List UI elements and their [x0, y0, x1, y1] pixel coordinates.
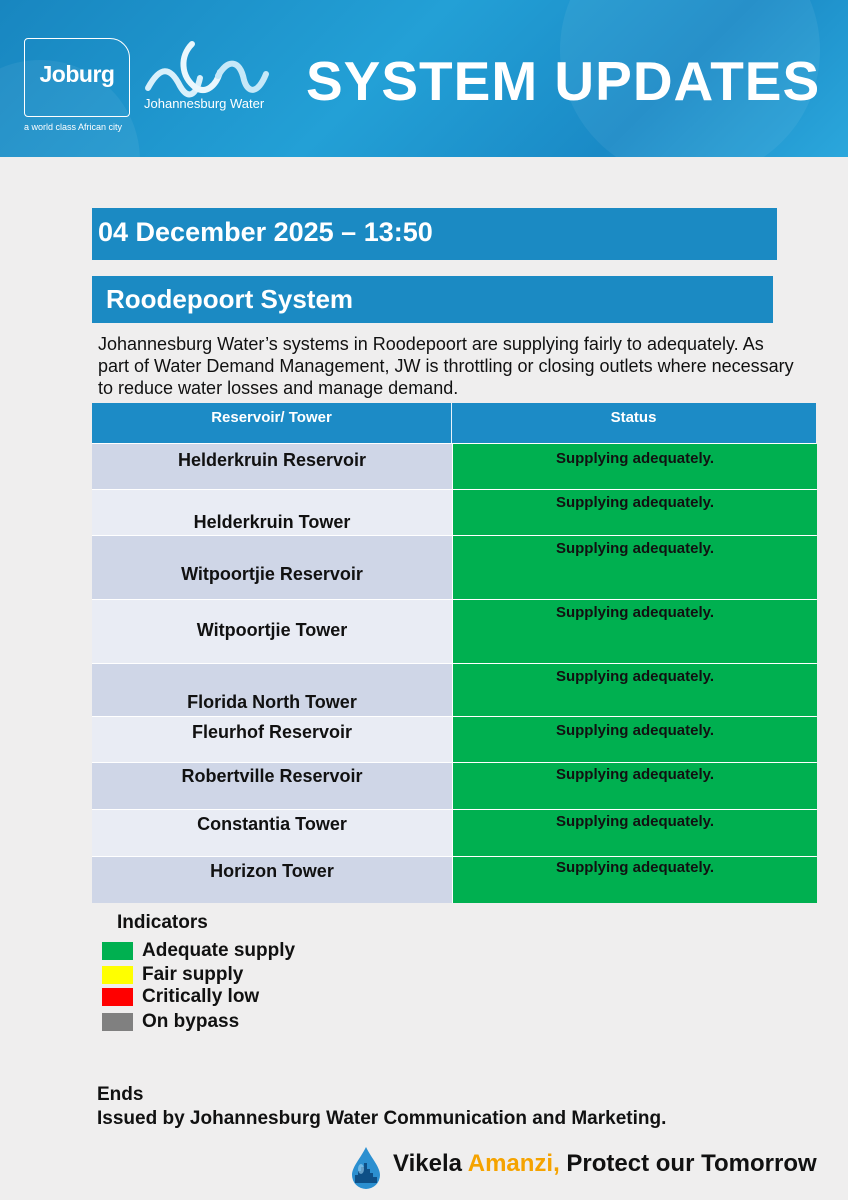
status-cell — [452, 857, 817, 903]
reservoir-name: Robertville Reservoir — [181, 766, 363, 786]
reservoir-name-cell — [92, 490, 452, 535]
adequate-swatch — [102, 942, 133, 960]
fair-swatch — [102, 966, 133, 984]
system-banner — [92, 276, 773, 323]
date-time-text: 04 December 2025 – 13:50 — [98, 217, 433, 247]
status-text: Supplying adequately. — [555, 450, 715, 467]
status-cell — [452, 717, 817, 762]
legend-label: On bypass — [142, 1011, 240, 1032]
reservoir-name: Constantia Tower — [197, 814, 347, 834]
column-header-reservoir: Reservoir/ Tower — [211, 409, 332, 426]
page-title: SYSTEM UPDATES — [306, 50, 821, 112]
reservoir-name-cell — [92, 600, 452, 663]
status-cell — [452, 810, 817, 856]
table-body — [92, 443, 816, 903]
status-cell — [452, 490, 817, 535]
status-cell — [452, 763, 817, 809]
reservoir-name: Florida North Tower — [187, 692, 357, 712]
status-text: Supplying adequately. — [555, 859, 715, 876]
reservoir-name-cell — [92, 444, 452, 489]
status-text: Supplying adequately. — [555, 813, 715, 830]
reservoir-name: Fleurhof Reservoir — [191, 722, 353, 742]
date-banner — [92, 208, 777, 260]
table-row — [92, 762, 816, 809]
legend-label: Fair supply — [142, 964, 244, 985]
legend-label: Critically low — [142, 986, 260, 1007]
status-cell — [452, 664, 817, 716]
joburg-tagline: a world class African city — [24, 122, 123, 132]
bypass-swatch — [102, 1013, 133, 1031]
table-row — [92, 599, 816, 663]
tagline-amanzi: Amanzi, — [467, 1150, 560, 1177]
tagline-text — [393, 1150, 817, 1178]
tagline — [349, 1145, 845, 1193]
joburg-logo — [24, 38, 130, 117]
status-cell — [452, 536, 817, 599]
critical-swatch — [102, 988, 133, 1006]
reservoir-name-cell — [92, 536, 452, 599]
status-text: Supplying adequately. — [555, 766, 715, 783]
ends-label: Ends — [97, 1084, 144, 1105]
reservoir-name: Helderkruin Tower — [193, 512, 351, 532]
status-table — [92, 403, 816, 903]
table-row — [92, 663, 816, 716]
joburg-logo-text: Joburg — [39, 61, 115, 87]
header-banner — [0, 0, 848, 157]
table-row — [92, 535, 816, 599]
indicators-title: Indicators — [117, 912, 208, 933]
reservoir-name-cell — [92, 810, 452, 856]
table-row — [92, 443, 816, 489]
reservoir-name-cell — [92, 717, 452, 762]
table-row — [92, 856, 816, 903]
reservoir-name-cell — [92, 857, 452, 903]
status-text: Supplying adequately. — [555, 604, 715, 621]
system-name: Roodepoort System — [106, 284, 354, 314]
issued-by-text: Issued by Johannesburg Water Communication and Marketing. — [97, 1108, 667, 1129]
water-drop-icon — [349, 1145, 383, 1190]
reservoir-name: Helderkruin Reservoir — [177, 450, 367, 470]
status-cell — [452, 444, 817, 489]
table-row — [92, 489, 816, 535]
johannesburg-water-logo-text: Johannesburg Water — [144, 96, 265, 111]
status-text: Supplying adequately. — [555, 722, 715, 739]
status-text: Supplying adequately. — [555, 494, 715, 511]
reservoir-name: Witpoortjie Reservoir — [181, 564, 363, 584]
column-header-status: Status — [610, 409, 657, 426]
status-text: Supplying adequately. — [555, 540, 715, 557]
table-header — [92, 403, 816, 443]
table-row — [92, 716, 816, 762]
legend-label: Adequate supply — [142, 940, 296, 961]
status-cell — [452, 600, 817, 663]
table-row — [92, 809, 816, 856]
status-text: Supplying adequately. — [555, 668, 715, 685]
reservoir-name: Witpoortjie Tower — [196, 620, 348, 640]
intro-paragraph: Johannesburg Water’s systems in Roodepoort are supplying fairly to adequately. As part of Water Demand Management, JW is throttling or closing outlets where necessary to reduce water losses and manage demand. — [98, 334, 794, 398]
tagline-part1: Vikela — [393, 1150, 468, 1177]
reservoir-name-cell — [92, 763, 452, 809]
tagline-part2: Protect our Tomorrow — [559, 1150, 817, 1177]
reservoir-name-cell — [92, 664, 452, 716]
reservoir-name: Horizon Tower — [210, 861, 334, 881]
